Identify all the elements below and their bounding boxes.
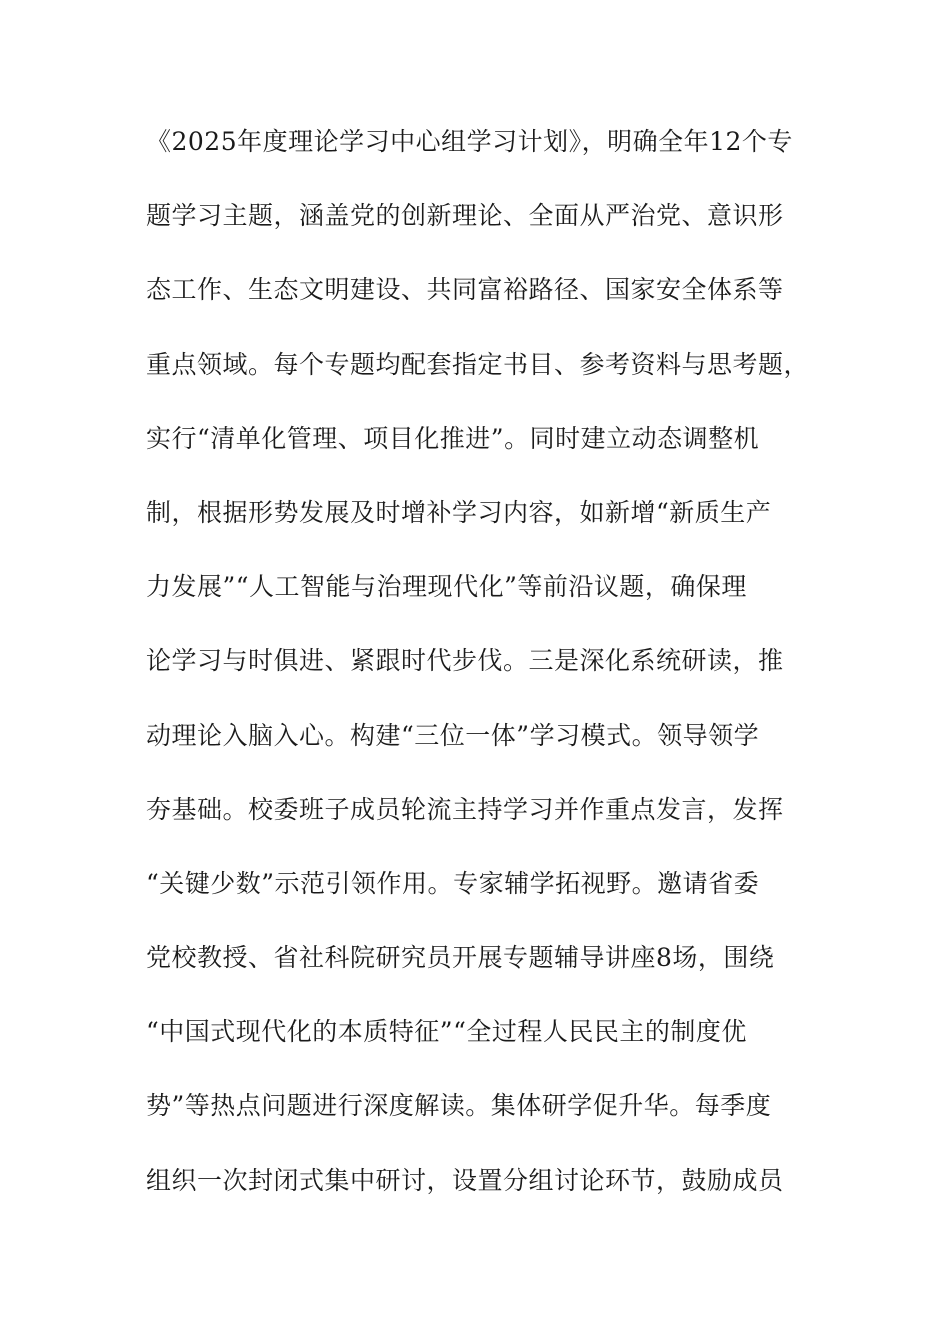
text-line-5: 实行“清单化管理、项目化推进”。同时建立动态调整机 [146, 423, 760, 453]
text-line-14: 势”等热点问题进行深度解读。集体研学促升华。每季度 [146, 1091, 772, 1121]
text-line-13: “中国式现代化的本质特征”“全过程人民民主的制度优 [146, 1017, 747, 1047]
text-line-8: 论学习与时俱进、紧跟时代步伐。三是深化系统研读，推 [146, 646, 784, 676]
text-line-7: 力发展”“人工智能与治理现代化”等前沿议题，确保理 [146, 572, 747, 602]
text-line-4: 重点领域。每个专题均配套指定书目、参考资料与思考题， [146, 349, 810, 379]
text-line-10: 夯基础。校委班子成员轮流主持学习并作重点发言，发挥 [146, 794, 784, 824]
text-line-3: 态工作、生态文明建设、共同富裕路径、国家安全体系等 [146, 275, 784, 305]
body-text [146, 118, 810, 1231]
text-line-11: “关键少数”示范引领作用。专家辅学拓视野。邀请省委 [146, 868, 760, 898]
text-line-1: 《2025年度理论学习中心组学习计划》，明确全年12个专 [146, 127, 793, 156]
text-line-12: 党校教授、省社科院研究员开展专题辅导讲座8场，围绕 [146, 943, 775, 973]
text-line-9: 动理论入脑入心。构建“三位一体”学习模式。领导领学 [146, 720, 760, 750]
text-line-15: 组织一次封闭式集中研讨，设置分组讨论环节，鼓励成员 [146, 1165, 784, 1195]
text-line-6: 制，根据形势发展及时增补学习内容，如新增“新质生产 [146, 497, 772, 527]
text-line-2: 题学习主题，涵盖党的创新理论、全面从严治党、意识形 [146, 201, 784, 231]
